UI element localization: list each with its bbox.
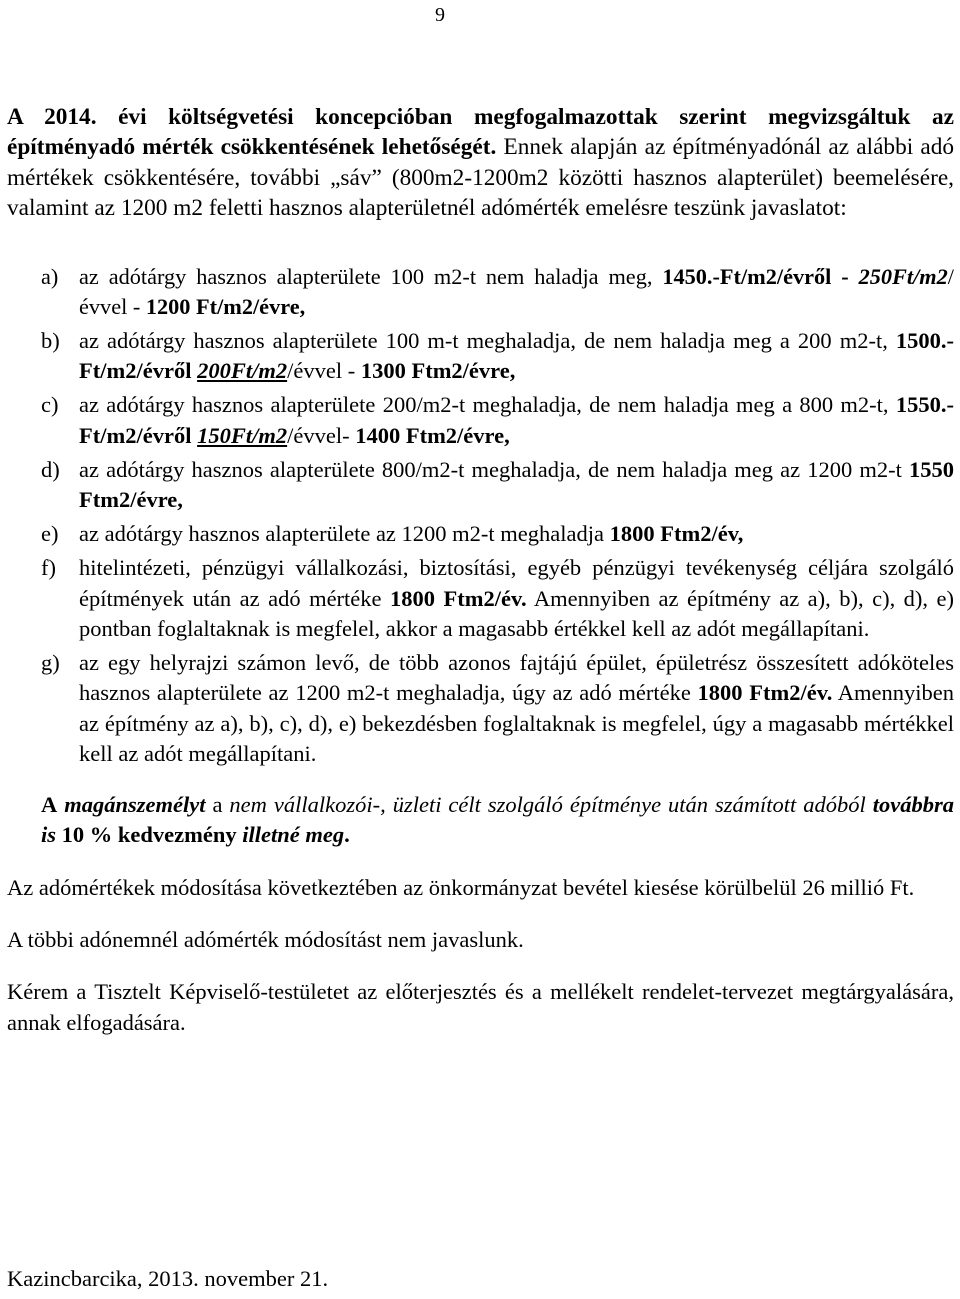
note-text: a <box>205 791 230 817</box>
item-new-rate: 1800 Ftm2/év, <box>609 521 744 547</box>
note-text: továbbra is <box>41 791 954 848</box>
item-new-rate: 1800 Ftm2/év. <box>390 585 527 611</box>
note-text <box>866 792 873 817</box>
item-old-rate: 1500.-Ft/m2/évről <box>79 328 954 384</box>
item-reduction: 200Ft/m2 <box>197 358 288 384</box>
note-text: magánszemélyt <box>64 791 206 817</box>
note-text: . <box>344 822 350 848</box>
item-reduction: 250Ft/m2 <box>858 263 948 289</box>
list-item-a <box>7 262 954 323</box>
item-old-rate: 1550.-Ft/m2/évről <box>79 392 954 448</box>
item-new-rate: 1800 Ftm2/év. <box>697 680 833 706</box>
note-text: illetné meg <box>242 822 345 848</box>
list-marker: f) <box>41 555 56 581</box>
intro-text: Ennek alapján az építményadónál az alábbi adó mértékek csökkentésére, további „sáv” (800m2-1200m2 közötti hasznos alapterület) beemelésére, valamint az 1200 m2 feletti hasznos alapterületnél adómérték emelésre teszünk javaslatot: <box>7 134 955 222</box>
list-marker: d) <box>41 456 60 482</box>
item-text: /évvel- <box>287 422 356 448</box>
item-text: az adótárgy hasznos alapterülete 200/m2-t meghaladja, de nem haladja meg a 800 m2-t, <box>79 392 896 418</box>
list-marker: g) <box>41 650 60 676</box>
list-marker: b) <box>41 328 60 354</box>
item-new-rate: 1200 Ft/m2/évre, <box>145 294 306 320</box>
document-body <box>7 102 954 1038</box>
impact-paragraph: Az adómértékek módosítása következtében az önkormányzat bevétel kiesése körülbelül 26 millió Ft. <box>7 874 915 900</box>
item-text: az adótárgy hasznos alapterülete 100 m-t meghaladja, de nem haladja meg a 200 m2-t, <box>79 328 896 354</box>
item-text: az adótárgy hasznos alapterülete az 1200 m2-t meghaladja <box>79 521 610 547</box>
list-item-f <box>7 553 954 644</box>
item-text: Amennyiben az építmény az a), b), c), d), e) pontban foglaltaknak is megfelel, akkor a magasabb értékkel kell az adót megállapítani. <box>79 585 954 642</box>
item-text: az egy helyrajzi számon levő, de több azonos fajtájú épület, épületrész összesített adóköteles hasznos alapterülete az 1200 m2-t meghaladja, úgy az adó mértéke <box>79 650 954 706</box>
item-text: az adótárgy hasznos alapterülete 800/m2-t meghaladja, de nem haladja meg az 1200 m2-t <box>79 456 909 482</box>
note-text: A <box>41 791 58 817</box>
discount-note <box>7 790 954 851</box>
note-text: 10 % kedvezmény <box>56 822 243 848</box>
item-new-rate: 1300 Ftm2/évre, <box>360 358 516 384</box>
note-text: nem vállalkozói-, üzleti célt szolgáló építménye után számított adóból <box>229 791 866 817</box>
list-item-g <box>7 648 954 770</box>
list-item-d <box>7 455 954 516</box>
item-new-rate: 1550 Ftm2/évre, <box>79 456 954 513</box>
date-line: Kazincbarcika, 2013. november 21. <box>7 1266 329 1291</box>
rate-list <box>7 262 954 770</box>
item-reduction: 150Ft/m2 <box>197 422 288 448</box>
other-taxes-paragraph: A többi adónemnél adómérték módosítást nem javaslunk. <box>7 926 524 952</box>
item-text: /évvel - <box>287 358 361 384</box>
item-old-rate: 1450.-Ft/m2/évről - <box>662 263 859 289</box>
request-paragraph: Kérem a Tisztelt Képviselő-testületet az előterjesztés és a mellékelt rendelet-tervezet megtárgyalására, annak elfogadására. <box>7 979 954 1035</box>
item-new-rate: 1400 Ftm2/évre, <box>355 422 510 448</box>
list-item-e <box>7 519 954 549</box>
item-text: Amennyiben az építmény az a), b), c), d), e) bekezdésben foglaltaknak is megfelel, úgy a magasabb mértékkel kell az adót megállapítani. <box>79 680 955 767</box>
list-marker: a) <box>41 263 59 289</box>
item-text: az adótárgy hasznos alapterülete 100 m2-t nem haladja meg, <box>79 263 663 289</box>
list-item-c <box>7 390 954 451</box>
list-marker: c) <box>41 392 59 418</box>
list-item-b <box>7 326 954 387</box>
intro-paragraph <box>7 102 954 224</box>
list-marker: e) <box>41 521 59 547</box>
intro-bold-text: A 2014. évi költségvetési koncepcióban megfogalmazottak szerint megvizsgáltuk az építményadó mérték csökkentésének lehetőségét. <box>7 104 954 161</box>
page-number: 9 <box>435 4 445 26</box>
item-text: hitelintézeti, pénzügyi vállalkozási, biztosítási, egyéb pénzügyi tevékenység céljára szolgáló építmények után az adó mértéke <box>79 555 954 611</box>
item-text: /évvel - <box>79 263 954 320</box>
